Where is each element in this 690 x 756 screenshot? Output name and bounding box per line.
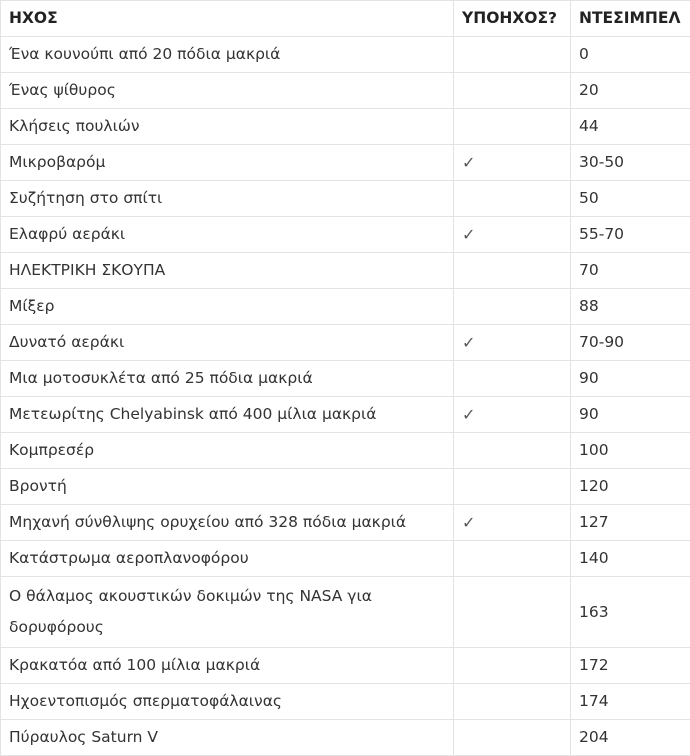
table-row [1, 145, 690, 181]
table-row [1, 720, 690, 756]
decibel-cell: 55-70 [571, 217, 690, 253]
decibel-cell: 172 [571, 648, 690, 684]
decibel-cell: 44 [571, 109, 690, 145]
sound-cell: Δυνατό αεράκι [1, 325, 454, 361]
table-row [1, 73, 690, 109]
table-row [1, 648, 690, 684]
table-row [1, 505, 690, 541]
sound-cell: Συζήτηση στο σπίτι [1, 181, 454, 217]
infrasound-check-icon [454, 361, 571, 397]
sound-cell: Ηχοεντοπισμός σπερματοφάλαινας [1, 684, 454, 720]
header-infrasound: ΥΠΟΗΧΟΣ? [454, 1, 571, 37]
table-row [1, 289, 690, 325]
decibel-cell: 174 [571, 684, 690, 720]
table-row [1, 325, 690, 361]
table-row [1, 397, 690, 433]
table-row [1, 361, 690, 397]
infrasound-check-icon [454, 541, 571, 577]
sound-cell: Κλήσεις πουλιών [1, 109, 454, 145]
decibel-cell: 140 [571, 541, 690, 577]
sound-cell: Μηχανή σύνθλιψης ορυχείου από 328 πόδια μακριά [1, 505, 454, 541]
sound-cell: Μετεωρίτης Chelyabinsk από 400 μίλια μακριά [1, 397, 454, 433]
decibel-cell: 88 [571, 289, 690, 325]
infrasound-check-icon [454, 37, 571, 73]
infrasound-check-icon [454, 181, 571, 217]
infrasound-check-icon [454, 73, 571, 109]
sound-cell: Κομπρεσέρ [1, 433, 454, 469]
sound-cell: Κρακατόα από 100 μίλια μακριά [1, 648, 454, 684]
table-row [1, 577, 690, 648]
table-row [1, 37, 690, 73]
decibel-cell: 127 [571, 505, 690, 541]
infrasound-check-icon: ✓ [454, 397, 571, 433]
table-row [1, 433, 690, 469]
decibel-cell: 204 [571, 720, 690, 756]
infrasound-check-icon [454, 684, 571, 720]
decibel-cell: 90 [571, 361, 690, 397]
infrasound-check-icon: ✓ [454, 325, 571, 361]
table-row [1, 253, 690, 289]
decibel-cell: 100 [571, 433, 690, 469]
sound-cell: Ένα κουνούπι από 20 πόδια μακριά [1, 37, 454, 73]
header-decibels: ΝΤΕΣΙΜΠΕΛ [571, 1, 690, 37]
sound-cell: Ο θάλαμος ακουστικών δοκιμών της NASA για δορυφόρους [1, 577, 454, 648]
sound-cell: Μίξερ [1, 289, 454, 325]
header-sound: ΗΧΟΣ [1, 1, 454, 37]
sound-cell: Ελαφρύ αεράκι [1, 217, 454, 253]
sound-cell: Πύραυλος Saturn V [1, 720, 454, 756]
table-row [1, 181, 690, 217]
sound-cell: Μια μοτοσυκλέτα από 25 πόδια μακριά [1, 361, 454, 397]
decibel-cell: 50 [571, 181, 690, 217]
infrasound-check-icon [454, 577, 571, 648]
table-row [1, 469, 690, 505]
decibel-cell: 70-90 [571, 325, 690, 361]
decibel-cell: 90 [571, 397, 690, 433]
sound-cell: ΗΛΕΚΤΡΙΚΗ ΣΚΟΥΠΑ [1, 253, 454, 289]
sound-cell: Βροντή [1, 469, 454, 505]
infrasound-check-icon: ✓ [454, 505, 571, 541]
infrasound-check-icon [454, 433, 571, 469]
infrasound-check-icon [454, 289, 571, 325]
sound-cell: Μικροβαρόμ [1, 145, 454, 181]
table-row [1, 109, 690, 145]
table-row [1, 541, 690, 577]
decibel-cell: 0 [571, 37, 690, 73]
infrasound-check-icon: ✓ [454, 217, 571, 253]
decibel-cell: 30-50 [571, 145, 690, 181]
sound-cell: Ένας ψίθυρος [1, 73, 454, 109]
sound-cell: Κατάστρωμα αεροπλανοφόρου [1, 541, 454, 577]
infrasound-check-icon [454, 109, 571, 145]
table-row [1, 217, 690, 253]
decibel-cell: 163 [571, 577, 690, 648]
infrasound-check-icon [454, 469, 571, 505]
decibel-cell: 120 [571, 469, 690, 505]
infrasound-check-icon [454, 253, 571, 289]
decibel-cell: 70 [571, 253, 690, 289]
table-row [1, 684, 690, 720]
infrasound-check-icon [454, 648, 571, 684]
decibel-cell: 20 [571, 73, 690, 109]
infrasound-check-icon [454, 720, 571, 756]
infrasound-check-icon: ✓ [454, 145, 571, 181]
header-row [1, 1, 690, 37]
